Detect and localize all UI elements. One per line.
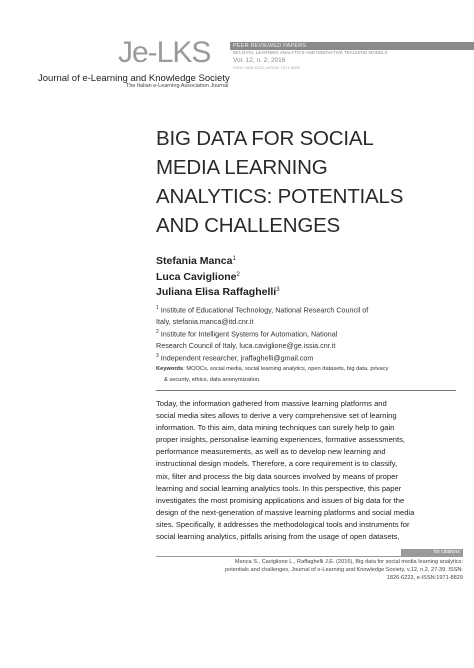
author-name: Juliana Elisa Raffaghelli	[156, 286, 277, 298]
journal-name: Journal of e-Learning and Knowledge Society	[38, 73, 230, 84]
abstract-line: Today, the information gathered from massive learning platforms and	[156, 399, 387, 408]
affil-line: Italy, stefania.manca@itd.cnr.it	[156, 316, 254, 326]
keywords-divider	[156, 390, 456, 391]
author	[156, 269, 280, 285]
article-title	[156, 124, 456, 240]
issn-info: ISSN: 1826-6223 | eISSN: 1971-8829	[233, 65, 300, 70]
abstract-line: mix, filter and process the big data sources involved by means of proper	[156, 471, 398, 481]
keywords-line: & security, ethics, data anonymization.	[164, 377, 261, 383]
volume-info: Vol. 12, n. 2, 2016	[233, 57, 286, 64]
journal-logo: Je-LKS	[118, 36, 211, 69]
affil-line: Institute for Intelligent Systems for Automation, National	[160, 329, 338, 339]
abstract-line: design of the next-generation of massive learning platforms and social media	[156, 507, 415, 517]
abstract-line: proper insights, personalise learning experiences, formative assessments,	[156, 435, 406, 445]
abstract-line: social learning analytics, pitfalls arising from the usage of open datasets,	[156, 532, 400, 542]
title-line: BIG DATA FOR SOCIAL	[156, 127, 374, 150]
affiliation-list	[156, 303, 456, 364]
affil-line: Institute of Educational Technology, National Research Council of	[160, 305, 369, 315]
author-affil-mark: 2	[236, 271, 240, 278]
abstract-line: sites. Specifically, it addresses the methodological tools and instruments for	[156, 519, 410, 529]
citation-box	[156, 549, 463, 591]
title-line: AND CHALLENGES	[156, 214, 341, 237]
keywords	[156, 364, 456, 386]
abstract-line: investigates the most promising applications and issues of big data for the	[156, 495, 405, 505]
author-affil-mark: 1	[232, 256, 236, 262]
affil-mark: 1	[156, 305, 159, 311]
citation-tag: for citations:	[401, 549, 463, 556]
abstract-line: learning and social learning analytics tools. In this perspective, this paper	[156, 483, 402, 493]
abstract-line: information. To this aim, data mining techniques can surely help to gain	[156, 423, 395, 433]
title-line: ANALYTICS: POTENTIALS	[156, 185, 404, 208]
citation-text	[167, 559, 463, 582]
author-list	[156, 253, 280, 300]
keywords-line: : MOOCs, social media, social learning analytics, open datasets, big data, privacy	[183, 366, 389, 372]
citation-divider	[156, 556, 463, 557]
citation-line: Manca S., Caviglione L., Raffaghelli J.E. (2016), Big data for social media learning analytics:	[234, 559, 463, 565]
title-line: MEDIA LEARNING	[156, 156, 328, 179]
citation-line: 1826-6223, e-ISSN:1971-8829	[386, 574, 463, 581]
abstract-line: instructional design models. Therefore, a core requirement is to classify,	[156, 459, 398, 469]
abstract-line: social media sites allows to derive a very comprehensive set of learning	[156, 411, 397, 421]
affiliation	[156, 303, 456, 327]
author	[156, 253, 280, 269]
affil-mark: 2	[156, 328, 159, 335]
affiliation	[156, 327, 456, 351]
citation-line: potentials and challenges, Journal of e-Learning and Knowledge Society, v.12, n.2, 27-39. ISSN:	[225, 566, 463, 573]
affiliation	[156, 351, 456, 364]
affil-line: Research Council of Italy, luca.caviglione@ge.issia.cnr.it	[156, 340, 336, 350]
section-band: PEER REVIEWED PAPERS	[230, 42, 474, 50]
section-subband: BIG DATA, LEARNING ANALYTICS AND INNOVATIVE TEACHING MODELS	[233, 50, 388, 55]
author-name: Luca Caviglione	[156, 270, 237, 283]
journal-masthead	[0, 0, 474, 120]
author-affil-mark: 3	[276, 287, 280, 293]
author-name: Stefania Manca	[156, 255, 233, 267]
abstract	[156, 398, 456, 543]
affil-line: Independent researcher, jraffaghelli@gmail.com	[160, 353, 314, 363]
author	[156, 284, 280, 300]
journal-subtitle: The Italian e-Learning Association Journal	[126, 83, 229, 89]
keywords-label: Keywords	[156, 366, 184, 372]
affil-mark: 3	[156, 352, 159, 359]
abstract-line: performance measurements, as well as to develop new learning and	[156, 447, 386, 457]
